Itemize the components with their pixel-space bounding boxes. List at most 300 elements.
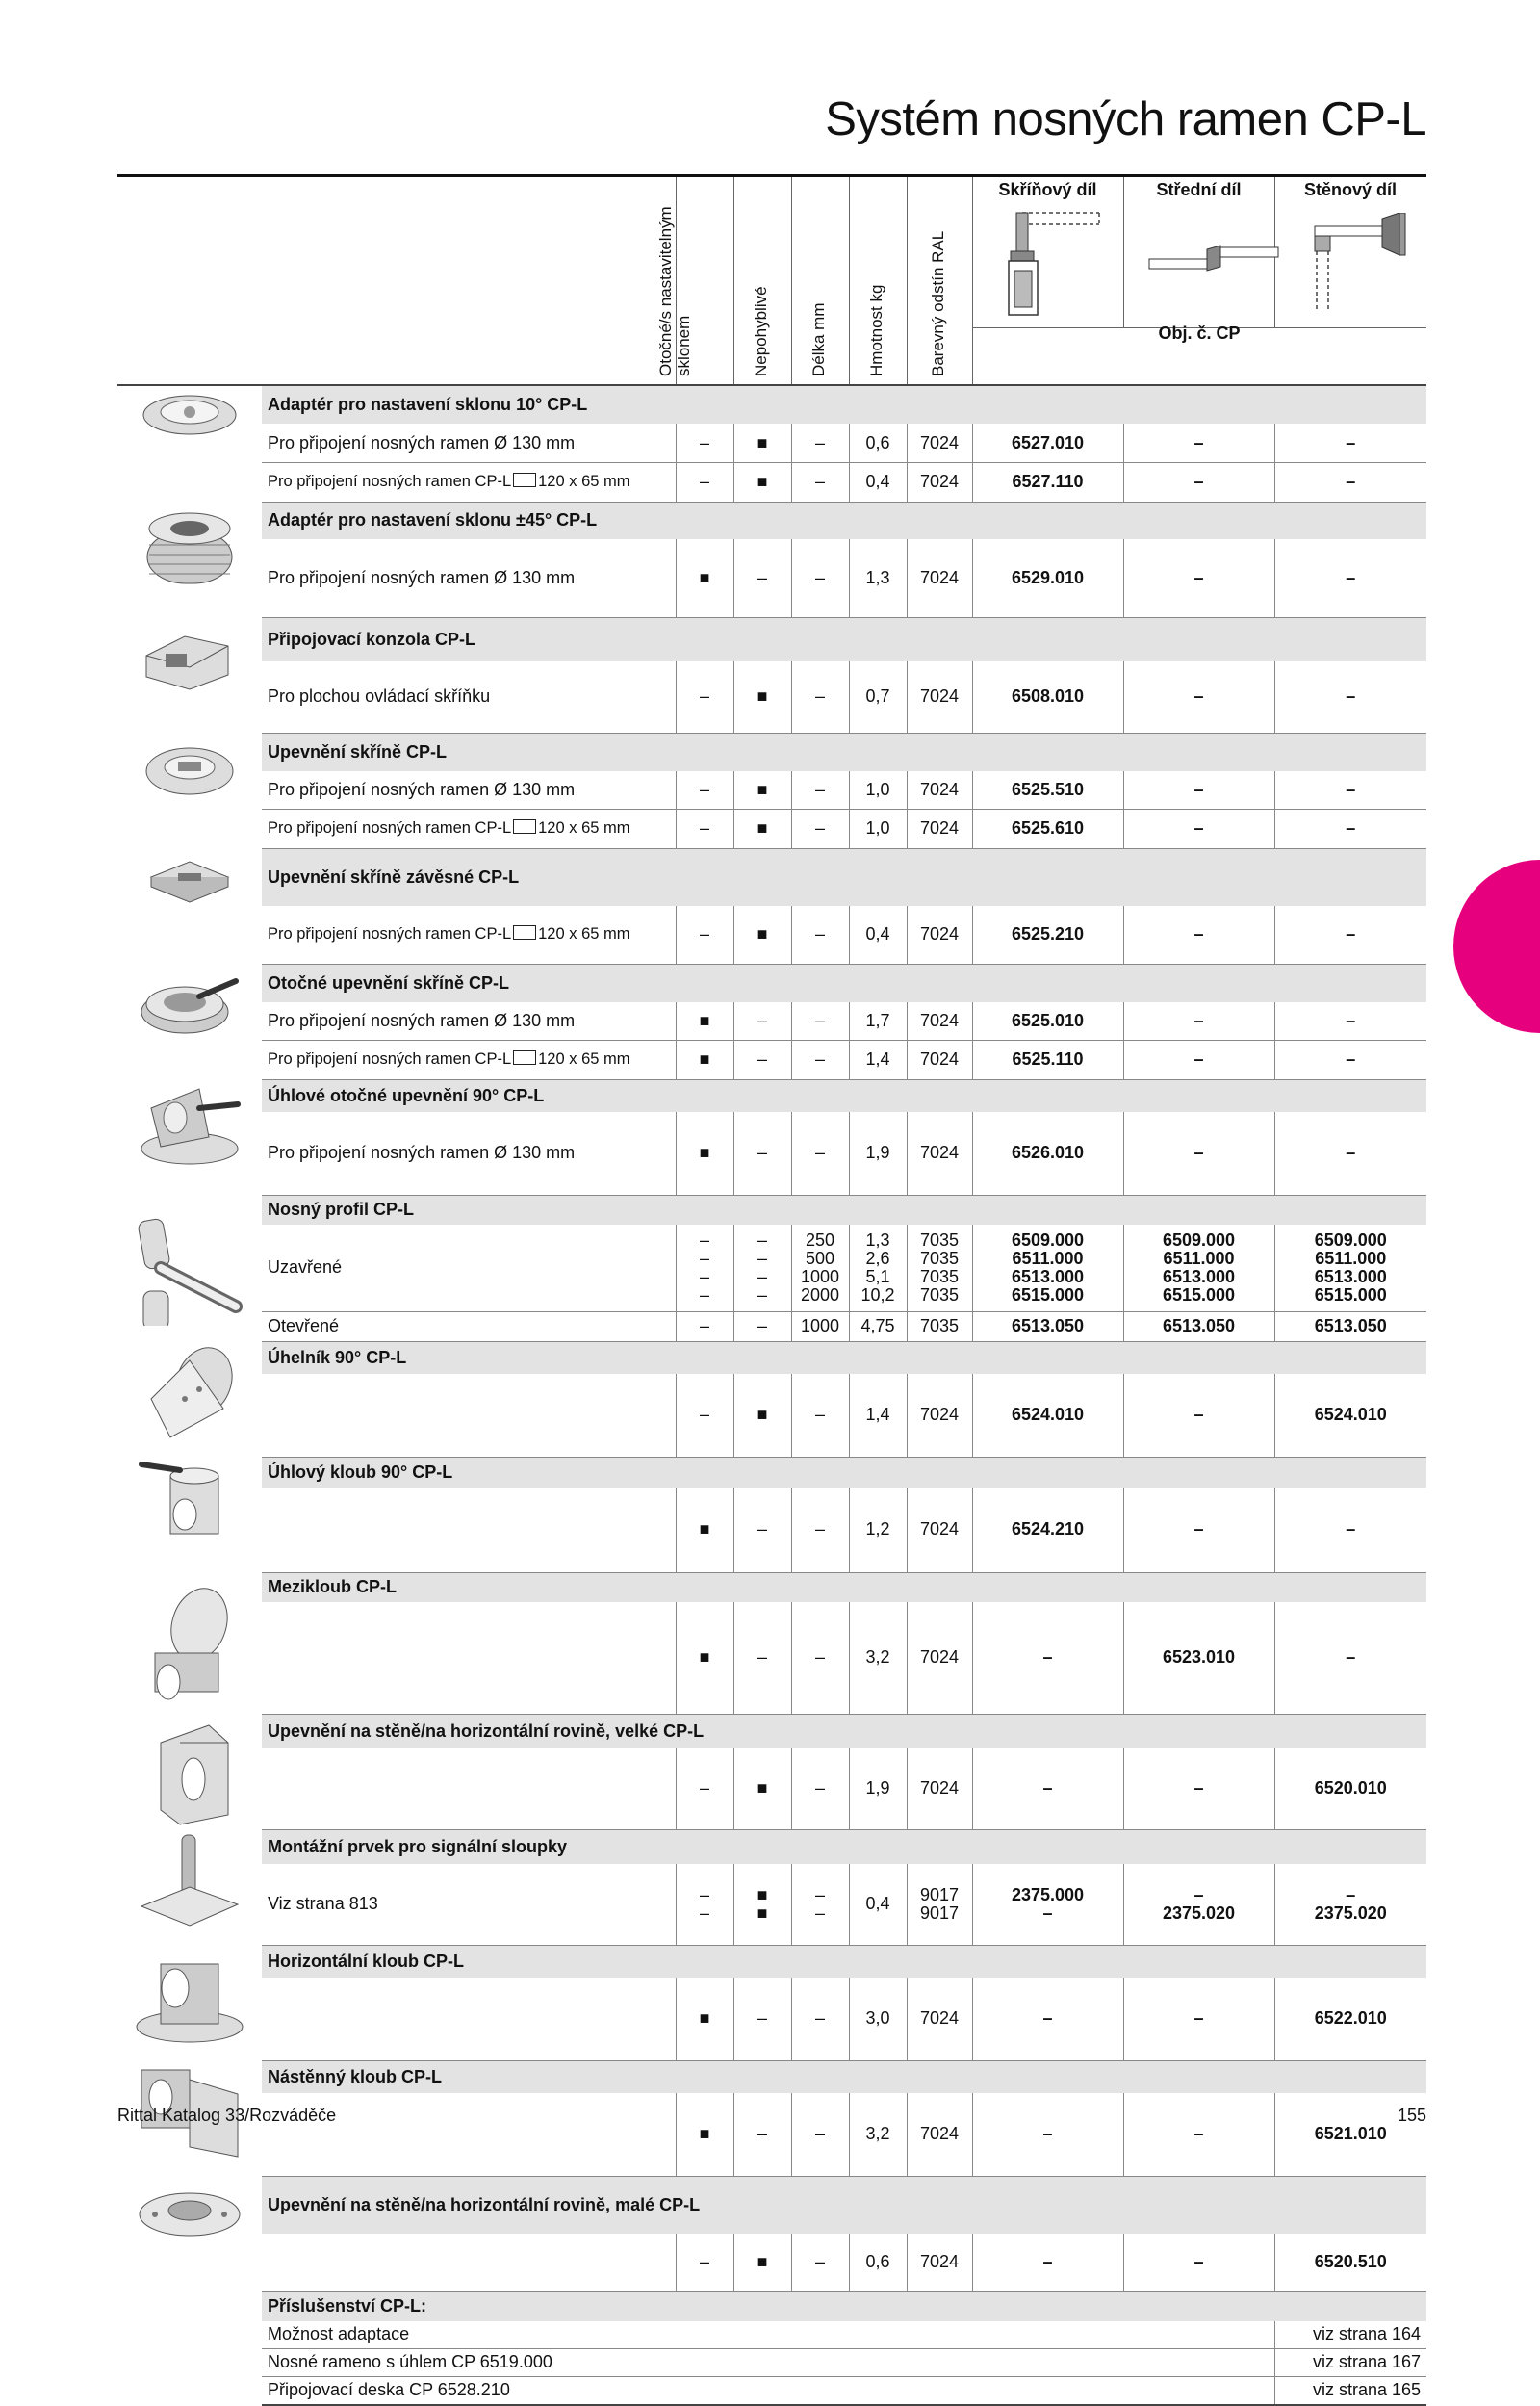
row-description: Pro připojení nosných ramen Ø 130 mm	[262, 1112, 676, 1195]
enclosure-part-number-line: 6515.000	[1011, 1284, 1085, 1305]
enclosure-part-number: –	[972, 1748, 1123, 1829]
section-title: Nástěnný kloub CP-L	[262, 2060, 1426, 2093]
header-length-label: Délka mm	[809, 302, 828, 376]
ral-cell: 7024	[907, 771, 972, 810]
weight-cell: 1,2	[849, 1488, 907, 1572]
swivel-cell: ■	[676, 1041, 733, 1079]
middle-part-number: –	[1123, 2234, 1274, 2291]
length-cell: –	[791, 810, 849, 848]
wall-part-number: 6520.010	[1274, 1748, 1426, 1829]
weight-cell: 3,0	[849, 1978, 907, 2060]
row-description	[262, 1748, 676, 1829]
table-row	[117, 1748, 1426, 1829]
weight-cell: 1,0	[849, 810, 907, 848]
middle-part-number: –	[1123, 1488, 1274, 1572]
weight-cell: 0,7	[849, 661, 907, 733]
wall-part-number: –	[1274, 424, 1426, 462]
length-cell	[791, 1225, 849, 1312]
row-description	[262, 462, 676, 502]
swivel-cell: –	[676, 462, 733, 502]
fixed-cell: ■	[733, 1748, 791, 1829]
section-title: Upevnění skříně CP-L	[262, 733, 1426, 771]
fixed-cell: ■	[733, 810, 791, 848]
enclosure-part-number: 6526.010	[972, 1112, 1123, 1195]
ral-cell-line: 7035	[919, 1248, 960, 1268]
weight-cell: 3,2	[849, 1602, 907, 1715]
length-cell: –	[791, 2234, 849, 2291]
length-cell: –	[791, 462, 849, 502]
wall-part-number: 6520.510	[1274, 2234, 1426, 2291]
section-header-row	[117, 733, 1426, 771]
section-title: Montážní prvek pro signální sloupky	[262, 1829, 1426, 1864]
enclosure-part-number: 6525.110	[972, 1041, 1123, 1079]
header-swivel-label	[656, 184, 693, 376]
wall-part-number: –	[1274, 539, 1426, 617]
middle-part-number: –	[1123, 1112, 1274, 1195]
section-header-row	[117, 617, 1426, 661]
profile-dimensions: 120 x 65 mm	[538, 925, 630, 944]
section-header-row	[117, 1945, 1426, 1978]
length-cell-line: 1000	[800, 1266, 840, 1286]
section-title: Mezikloub CP-L	[262, 1572, 1426, 1602]
wall-part-number: –	[1274, 462, 1426, 502]
accessories-title: Příslušenství CP-L:	[262, 2291, 1426, 2321]
section-header-row	[117, 964, 1426, 1002]
middle-part-number: –	[1123, 810, 1274, 848]
middle-part-number: –	[1123, 424, 1274, 462]
table-row	[117, 661, 1426, 733]
page-title: Systém nosných ramen CP-L	[825, 93, 1426, 145]
weight-cell	[849, 1225, 907, 1312]
enclosure-mount-icon	[132, 733, 247, 848]
section-header-row	[117, 1457, 1426, 1488]
ral-cell: 7024	[907, 1748, 972, 1829]
length-cell-line: 2000	[800, 1284, 840, 1305]
swivel-cell: –	[676, 424, 733, 462]
row-description	[262, 906, 676, 964]
length-cell: –	[791, 1112, 849, 1195]
length-cell	[791, 1864, 849, 1945]
description-text: Pro připojení nosných ramen CP-L	[268, 925, 512, 944]
table-row	[117, 771, 1426, 810]
swivel-cell: –	[676, 810, 733, 848]
section-header-row	[117, 1572, 1426, 1602]
ral-cell: 7024	[907, 1112, 972, 1195]
wall-part-number	[1274, 1864, 1426, 1945]
enclosure-part-number-line: –	[1042, 1902, 1053, 1923]
row-description: Viz strana 813	[262, 1864, 676, 1945]
product-table	[117, 386, 1426, 2406]
ral-cell: 7024	[907, 424, 972, 462]
description-text: Pro připojení nosných ramen CP-L	[268, 473, 512, 491]
product-image-cell	[117, 1945, 262, 2060]
fixed-cell: ■	[733, 661, 791, 733]
weight-cell-line: 2,6	[865, 1248, 890, 1268]
fixed-cell: –	[733, 1041, 791, 1079]
enclosure-part-number: 6525.210	[972, 906, 1123, 964]
fixed-cell: ■	[733, 1374, 791, 1457]
fixed-cell-line: –	[757, 1248, 767, 1268]
intermediate-joint-icon	[132, 1586, 247, 1701]
table-row	[117, 539, 1426, 617]
row-description	[262, 1041, 676, 1079]
section-title: Otočné upevnění skříně CP-L	[262, 964, 1426, 1002]
ral-cell: 7024	[907, 539, 972, 617]
swivel-cell: –	[676, 771, 733, 810]
weight-cell: 1,4	[849, 1374, 907, 1457]
section-header-row	[117, 2060, 1426, 2093]
swivel-enclosure-mount-icon	[132, 964, 247, 1079]
enclosure-part-number: 6508.010	[972, 661, 1123, 733]
wall-part-number: 6522.010	[1274, 1978, 1426, 2060]
weight-cell: 0,4	[849, 906, 907, 964]
section-header-row	[117, 502, 1426, 539]
suspended-enclosure-mount-icon	[132, 848, 247, 964]
table-row	[117, 1311, 1426, 1341]
tilt-adapter-10-icon	[132, 386, 247, 502]
wall-part-number-line: 6515.000	[1314, 1284, 1387, 1305]
swivel-cell-line: –	[699, 1284, 709, 1305]
swivel-cell: ■	[676, 539, 733, 617]
fixed-cell: ■	[733, 424, 791, 462]
middle-part-number: –	[1123, 1002, 1274, 1041]
fixed-cell: –	[733, 539, 791, 617]
product-image-cell	[117, 502, 262, 617]
section-title: Úhelník 90° CP-L	[262, 1341, 1426, 1374]
table-row	[117, 1002, 1426, 1041]
profile-dimensions: 120 x 65 mm	[538, 1050, 630, 1069]
table-row	[117, 810, 1426, 848]
section-header-row	[117, 1079, 1426, 1112]
fixed-cell	[733, 1225, 791, 1312]
fixed-cell-line: –	[757, 1284, 767, 1305]
fixed-cell-line: –	[757, 1229, 767, 1250]
table-header	[117, 174, 1426, 386]
section-header-row	[117, 386, 1426, 424]
length-cell: –	[791, 1748, 849, 1829]
enclosure-part-number: 6525.510	[972, 771, 1123, 810]
middle-part-number-line: 2375.020	[1162, 1902, 1236, 1923]
enclosure-part-number: 6524.210	[972, 1488, 1123, 1572]
angle-bracket-90-icon	[132, 1341, 247, 1457]
enclosure-part-number-line: 2375.000	[1011, 1884, 1085, 1904]
fixed-cell-line: ■	[757, 1902, 768, 1923]
length-cell: –	[791, 424, 849, 462]
product-image-cell	[117, 1341, 262, 1457]
rectangular-profile-icon	[513, 1050, 536, 1065]
wall-part-number-line: 2375.020	[1314, 1902, 1387, 1923]
middle-part-number-line: 6509.000	[1162, 1229, 1236, 1250]
ral-cell	[907, 1225, 972, 1312]
accessory-row	[117, 2376, 1426, 2405]
enclosure-part-number: –	[972, 2234, 1123, 2291]
section-header-row	[117, 848, 1426, 906]
wall-part-diagram-icon	[1311, 213, 1417, 319]
ral-cell: 7024	[907, 906, 972, 964]
wall-part-number-line: 6513.000	[1314, 1266, 1387, 1286]
enclosure-part-number: 6513.050	[972, 1311, 1123, 1341]
fixed-cell-line: –	[757, 1266, 767, 1286]
table-row	[117, 2234, 1426, 2291]
ral-cell: 7024	[907, 1488, 972, 1572]
enclosure-part-number: –	[972, 2093, 1123, 2176]
enclosure-part-number: –	[972, 1602, 1123, 1715]
swivel-cell: ■	[676, 1002, 733, 1041]
section-title: Nosný profil CP-L	[262, 1195, 1426, 1225]
product-image-cell	[117, 1457, 262, 1572]
enclosure-part-number: –	[972, 1978, 1123, 2060]
wall-part-number: –	[1274, 1002, 1426, 1041]
horizontal-joint-icon	[132, 1945, 247, 2060]
wall-mount-small-icon	[132, 2176, 247, 2291]
table-row	[117, 462, 1426, 502]
section-header-row	[117, 1714, 1426, 1748]
middle-part-number: –	[1123, 1041, 1274, 1079]
enclosure-part-number-line: 6511.000	[1012, 1248, 1084, 1268]
ral-cell: 7024	[907, 810, 972, 848]
product-image-cell	[117, 1714, 262, 1829]
ral-cell: 7024	[907, 2234, 972, 2291]
product-image-cell	[117, 1195, 262, 1341]
table-row	[117, 1225, 1426, 1312]
accessory-label: Možnost adaptace	[262, 2321, 1274, 2349]
weight-cell-line: 10,2	[860, 1284, 895, 1305]
accessory-row	[117, 2348, 1426, 2376]
product-image-cell	[117, 733, 262, 848]
row-description	[262, 1602, 676, 1715]
wall-part-number: –	[1274, 1041, 1426, 1079]
swivel-cell: ■	[676, 2093, 733, 2176]
ral-cell-line: 9017	[919, 1902, 960, 1923]
swivel-cell-line: –	[699, 1248, 709, 1268]
table-row	[117, 1112, 1426, 1195]
middle-part-diagram-icon	[1147, 242, 1282, 280]
fixed-cell: ■	[733, 462, 791, 502]
section-title: Úhlové otočné upevnění 90° CP-L	[262, 1079, 1426, 1112]
header-ral-label: Barevný odstín RAL	[929, 230, 947, 376]
middle-part-number	[1123, 1864, 1274, 1945]
fixed-cell: ■	[733, 2234, 791, 2291]
enclosure-part-number: 6524.010	[972, 1374, 1123, 1457]
section-header-row	[117, 1341, 1426, 1374]
fixed-cell: –	[733, 2093, 791, 2176]
enclosure-part-number: 6525.610	[972, 810, 1123, 848]
header-part-enclosure: Skříňový díl	[998, 180, 1097, 199]
profile-dimensions: 120 x 65 mm	[538, 819, 630, 838]
swivel-cell: –	[676, 661, 733, 733]
header-part-wall: Stěnový díl	[1303, 180, 1398, 199]
length-cell: –	[791, 771, 849, 810]
section-header-row	[117, 1829, 1426, 1864]
fixed-cell	[733, 1864, 791, 1945]
swivel-cell-line: –	[699, 1229, 709, 1250]
accessory-label: Připojovací deska CP 6528.210	[262, 2376, 1274, 2405]
row-description	[262, 1374, 676, 1457]
tilt-adapter-45-icon	[132, 502, 247, 617]
length-cell: –	[791, 2093, 849, 2176]
description-text: Pro připojení nosných ramen CP-L	[268, 819, 512, 838]
signal-pillar-mount-icon	[132, 1829, 247, 1945]
weight-cell: 1,3	[849, 539, 907, 617]
weight-cell: 1,0	[849, 771, 907, 810]
ral-cell-line: 9017	[919, 1884, 960, 1904]
middle-part-number: –	[1123, 462, 1274, 502]
rectangular-profile-icon	[513, 473, 536, 487]
enclosure-part-number-line: 6509.000	[1011, 1229, 1085, 1250]
table-row	[117, 1488, 1426, 1572]
weight-cell: 1,9	[849, 1748, 907, 1829]
middle-part-number: 6513.050	[1123, 1311, 1274, 1341]
row-description	[262, 810, 676, 848]
swivel-cell-line: –	[699, 1902, 709, 1923]
middle-part-number: –	[1123, 2093, 1274, 2176]
wall-part-number: 6521.010	[1274, 2093, 1426, 2176]
weight-cell: 0,4	[849, 462, 907, 502]
accessory-page-link[interactable]: viz strana 165	[1274, 2376, 1426, 2405]
wall-part-number: –	[1274, 810, 1426, 848]
rectangular-profile-icon	[513, 925, 536, 940]
swivel-cell-line: –	[699, 1884, 709, 1904]
product-image-cell	[117, 964, 262, 1079]
footer-page-number: 155	[1397, 2106, 1426, 2125]
ral-cell: 7024	[907, 661, 972, 733]
angle-joint-90-icon	[132, 1457, 247, 1572]
ral-cell-line: 7035	[919, 1229, 960, 1250]
swivel-cell: ■	[676, 1488, 733, 1572]
section-title: Úhlový kloub 90° CP-L	[262, 1457, 1426, 1488]
product-image-cell	[117, 1829, 262, 1945]
wall-part-number: –	[1274, 1602, 1426, 1715]
swivel-cell: –	[676, 2234, 733, 2291]
ral-cell: 7024	[907, 1978, 972, 2060]
accessory-label: Nosné rameno s úhlem CP 6519.000	[262, 2348, 1274, 2376]
header-swivel-text: Otočné/s nastavitelným sklonem	[656, 206, 693, 376]
header-order-number-label: Obj. č. CP	[1158, 323, 1241, 343]
row-description: Otevřené	[262, 1311, 676, 1341]
fixed-cell: –	[733, 1112, 791, 1195]
length-cell-line: –	[814, 1902, 825, 1923]
wall-part-number-line: 6509.000	[1314, 1229, 1387, 1250]
product-image-cell	[117, 2176, 262, 2291]
fixed-cell: –	[733, 1002, 791, 1041]
header-fixed-label: Nepohyblivé	[752, 286, 770, 376]
wall-part-number	[1274, 1225, 1426, 1312]
row-description: Pro připojení nosných ramen Ø 130 mm	[262, 539, 676, 617]
wall-part-number: –	[1274, 771, 1426, 810]
table-row	[117, 1602, 1426, 1715]
ral-cell: 7024	[907, 2093, 972, 2176]
table-row	[117, 906, 1426, 964]
swivel-cell: –	[676, 1748, 733, 1829]
swivel-cell: ■	[676, 1978, 733, 2060]
enclosure-part-number: 6527.010	[972, 424, 1123, 462]
row-description	[262, 1978, 676, 2060]
row-description: Pro připojení nosných ramen Ø 130 mm	[262, 771, 676, 810]
middle-part-number: –	[1123, 771, 1274, 810]
length-cell: –	[791, 1488, 849, 1572]
accessory-row	[117, 2321, 1426, 2349]
swivel-cell: ■	[676, 1112, 733, 1195]
middle-part-number: –	[1123, 1748, 1274, 1829]
wall-part-number: –	[1274, 661, 1426, 733]
fixed-cell: –	[733, 1602, 791, 1715]
connection-bracket-icon	[132, 617, 247, 733]
fixed-cell-line: ■	[757, 1884, 768, 1904]
section-title: Upevnění na stěně/na horizontální rovině, malé CP-L	[262, 2176, 1426, 2234]
length-cell: –	[791, 1374, 849, 1457]
swivel-cell	[676, 1225, 733, 1312]
swivel-cell	[676, 1864, 733, 1945]
weight-cell: 1,9	[849, 1112, 907, 1195]
middle-part-number: –	[1123, 1978, 1274, 2060]
product-image-cell	[117, 1572, 262, 1714]
table-row	[117, 1041, 1426, 1079]
wall-mount-large-icon	[132, 1714, 247, 1829]
product-image-cell	[117, 617, 262, 733]
accessory-page-link[interactable]: viz strana 167	[1274, 2348, 1426, 2376]
section-title: Adaptér pro nastavení sklonu ±45° CP-L	[262, 502, 1426, 539]
length-cell: –	[791, 661, 849, 733]
enclosure-part-diagram-icon	[1003, 211, 1109, 319]
weight-cell: 0,6	[849, 424, 907, 462]
weight-cell-line: 1,3	[865, 1229, 890, 1250]
row-description: Pro připojení nosných ramen Ø 130 mm	[262, 1002, 676, 1041]
wall-part-number: –	[1274, 1488, 1426, 1572]
enclosure-part-number	[972, 1864, 1123, 1945]
enclosure-part-number: 6525.010	[972, 1002, 1123, 1041]
length-cell: –	[791, 1002, 849, 1041]
weight-cell-line: 5,1	[865, 1266, 890, 1286]
table-row	[117, 1374, 1426, 1457]
length-cell-line: 250	[805, 1229, 835, 1250]
wall-part-number: –	[1274, 906, 1426, 964]
length-cell: 1000	[791, 1311, 849, 1341]
length-cell: –	[791, 906, 849, 964]
weight-cell: 1,4	[849, 1041, 907, 1079]
profile-dimensions: 120 x 65 mm	[538, 473, 630, 491]
swivel-cell: –	[676, 1374, 733, 1457]
ral-cell: 7024	[907, 1602, 972, 1715]
header-weight-label: Hmotnost kg	[867, 284, 886, 376]
product-image-cell	[117, 1079, 262, 1195]
section-title: Upevnění na stěně/na horizontální rovině, velké CP-L	[262, 1714, 1426, 1748]
table-row	[117, 1978, 1426, 2060]
accessory-page-link[interactable]: viz strana 164	[1274, 2321, 1426, 2349]
length-cell-line: –	[814, 1884, 825, 1904]
table-row	[117, 1864, 1426, 1945]
support-profile-icon	[132, 1210, 247, 1326]
ral-cell	[907, 1864, 972, 1945]
section-title: Adaptér pro nastavení sklonu 10° CP-L	[262, 386, 1426, 424]
ral-cell: 7024	[907, 462, 972, 502]
middle-part-number: 6523.010	[1123, 1602, 1274, 1715]
weight-cell: 4,75	[849, 1311, 907, 1341]
weight-cell: 3,2	[849, 2093, 907, 2176]
ral-cell: 7024	[907, 1374, 972, 1457]
middle-part-number-line: –	[1194, 1884, 1204, 1904]
swivel-cell: –	[676, 1311, 733, 1341]
rectangular-profile-icon	[513, 819, 536, 834]
enclosure-part-number: 6529.010	[972, 539, 1123, 617]
weight-cell: 1,7	[849, 1002, 907, 1041]
description-text: Pro připojení nosných ramen CP-L	[268, 1050, 512, 1069]
length-cell-line: 500	[805, 1248, 835, 1268]
middle-part-number-line: 6513.000	[1162, 1266, 1236, 1286]
ral-cell: 7024	[907, 1002, 972, 1041]
row-description	[262, 2234, 676, 2291]
section-title: Horizontální kloub CP-L	[262, 1945, 1426, 1978]
product-image-cell	[117, 386, 262, 502]
